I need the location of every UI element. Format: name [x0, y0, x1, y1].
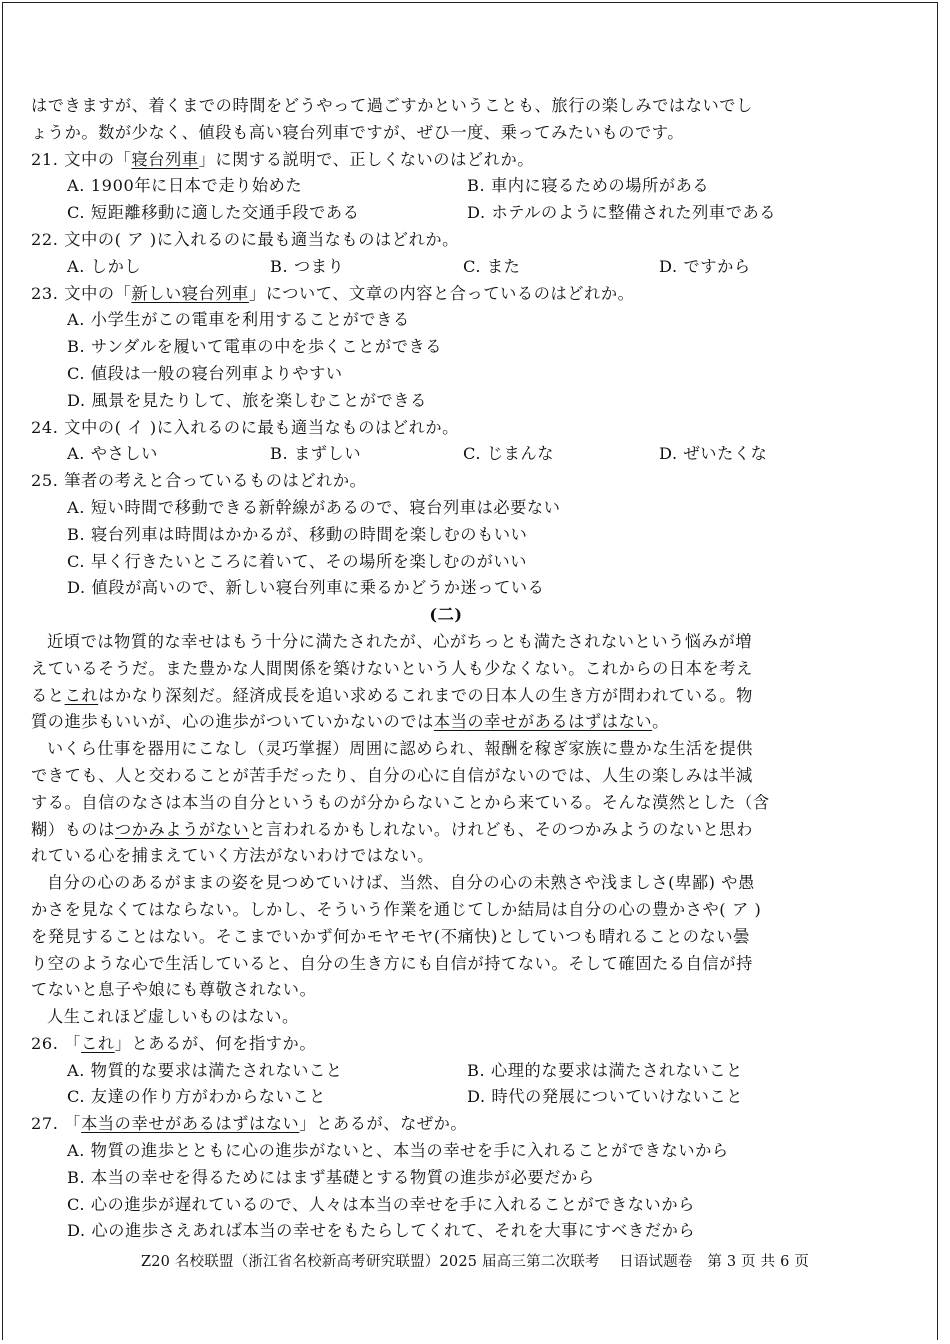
passage-line	[31, 683, 861, 710]
option-b: B. サンダルを履いて電車の中を歩くことができる	[67, 337, 443, 357]
option-b: B. まずしい	[270, 444, 362, 464]
passage-line: 近頃では物質的な幸せはもう十分に満たされたが、心がちっとも満たされないという悩みが増	[47, 631, 753, 651]
option-d: D. 風景を見たりして、旅を楽しむことができる	[67, 390, 427, 410]
intro-line-2: ょうか。数が少なく、値段も高い寝台列車ですが、ぜひ一度、乗ってみたいものです。	[31, 122, 685, 142]
question-text: 文中の「	[64, 283, 132, 303]
intro-line-1: はできますが、着くまでの時間をどうやって過ごすかということも、旅行の楽しみではないでし	[31, 96, 753, 115]
question-number: 27.	[31, 1114, 59, 1134]
underlined-term: 寝台列車	[131, 149, 199, 169]
passage-text: ると	[31, 685, 65, 705]
section-title: (二)	[429, 605, 463, 625]
underlined-term: これ	[64, 685, 99, 705]
option-c: C. また	[463, 256, 521, 276]
option-d: D. 値段が高いので、新しい寝台列車に乗るかどうか迷っている	[67, 578, 545, 598]
option-d: D. ですから	[659, 256, 751, 276]
question-text: 「	[64, 1033, 82, 1053]
option-a: A. 物質的な要求は満たされないこと	[67, 1060, 343, 1080]
option-c: C. 早く行きたいところに着いて、その場所を楽しむのがいい	[67, 551, 528, 571]
question-24: 24. 文中の( イ )に入れるのに最も適当なものはどれか。	[31, 417, 459, 437]
page-footer: Z20 名校联盟（浙江省名校新高考研究联盟）2025 届高三第二次联考 日语试题卷 第 3 页 共 6 页	[140, 1254, 810, 1270]
option-b: B. つまり	[270, 256, 345, 276]
question-text: 」とあるが、何を指すか。	[114, 1033, 317, 1053]
question-23	[31, 281, 861, 308]
passage-line: いくら仕事を器用にこなし（灵巧掌握）周囲に認められ、報酬を稼ぎ家族に豊かな生活を提供	[47, 739, 754, 759]
question-number: 23.	[31, 283, 59, 303]
option-a: A. 物質の進歩とともに心の進歩がないと、本当の幸せを手に入れることができないから	[67, 1141, 729, 1161]
option-a: A. 1900年に日本で走り始めた	[67, 176, 303, 196]
option-d: D. 時代の発展についていけないこと	[467, 1087, 743, 1107]
option-b: B. 心理的な要求は満たされないこと	[467, 1060, 743, 1080]
exam-content	[31, 93, 861, 1245]
option-d: D. ぜいたくな	[659, 444, 768, 464]
passage-line: てないと息子や娘にも尊敬されない。	[31, 980, 317, 1000]
option-c: C. 値段は一般の寝台列車よりやすい	[67, 363, 343, 383]
underlined-term: 新しい寝台列車	[131, 283, 249, 303]
q21-options	[31, 173, 861, 227]
underlined-term: つかみようがない	[114, 819, 250, 839]
option-b: B. 寝台列車は時間はかかるが、移動の時間を楽しむのもいい	[67, 524, 528, 544]
passage-text: 糊）ものは	[31, 819, 115, 839]
underlined-term: 本当の幸せがあるはずはない	[81, 1114, 300, 1134]
question-text: 」に関する説明で、正しくないのはどれか。	[198, 149, 535, 169]
passage-text: と言われるかもしれない。けれども、そのつかみようのないと思わ	[249, 819, 753, 839]
passage-line: れている心を捕まえていく方法がないわけではない。	[31, 846, 434, 866]
passage-line: を発見することはない。そこまでいかず何かモヤモヤ(不痛快)としていつも晴れることのない曇	[31, 926, 750, 946]
question-22: 22. 文中の( ア )に入れるのに最も適当なものはどれか。	[31, 229, 459, 249]
option-a: A. 短い時間で移動できる新幹線があるので、寝台列車は必要ない	[67, 497, 561, 517]
option-c: C. 短距離移動に適した交通手段である	[67, 203, 360, 223]
underlined-term: 本当の幸せがあるはずはない	[433, 712, 653, 732]
option-a: A. しかし	[67, 256, 142, 276]
option-a: A. 小学生がこの電車を利用することができる	[67, 310, 410, 330]
underlined-term: これ	[81, 1033, 115, 1053]
passage-line: 人生これほど虚しいものはない。	[47, 1007, 299, 1027]
option-b: B. 本当の幸せを得るためにはまず基礎とする物質の進歩が必要だから	[67, 1167, 595, 1187]
passage-line: り空のような心で生活していると、自分の生き方にも自信が持てない。そして確固たる自信が持	[31, 953, 753, 973]
passage-text: 質の進歩もいいが、心の進歩がついていかないのでは	[31, 712, 434, 732]
q24-options	[31, 441, 861, 468]
question-26	[31, 1031, 861, 1058]
passage-line	[31, 817, 861, 844]
passage-line: 自分の心のあるがままの姿を見つめていけば、当然、自分の心の未熟さや浅ましさ(卑鄙) や愚	[47, 873, 755, 893]
option-c: C. 友達の作り方がわからないこと	[67, 1087, 326, 1107]
passage-text: はかなり深刻だ。経済成長を追い求めるこれまでの日本人の生き方が問われている。物	[98, 685, 753, 705]
question-number: 21.	[31, 149, 59, 169]
passage-line: かさを見なくてはならない。しかし、そういう作業を通じてしか結局は自分の心の豊かさや( ア )	[31, 899, 762, 919]
option-c: C. 心の進歩が遅れているので、人々は本当の幸せを手に入れることができないから	[67, 1194, 695, 1214]
passage-text: 。	[652, 712, 669, 732]
question-25: 25. 筆者の考えと合っているものはどれか。	[31, 471, 367, 491]
question-text: 「	[64, 1114, 82, 1134]
passage-line: する。自信のなさは本当の自分というものが分からないことから来ている。そんな漠然とした（含	[31, 792, 770, 812]
question-number: 26.	[31, 1033, 59, 1053]
passage-line: えているそうだ。また豊かな人間関係を築けないという人も少なくない。これからの日本を考え	[31, 658, 753, 678]
passage-line	[31, 709, 861, 736]
option-b: B. 車内に寝るための場所がある	[467, 176, 710, 196]
option-c: C. じまんな	[463, 444, 555, 464]
question-text: 」とあるが、なぜか。	[299, 1114, 468, 1134]
question-21	[31, 147, 861, 174]
q22-options	[31, 254, 861, 281]
question-27	[31, 1111, 861, 1138]
option-d: D. ホテルのように整備された列車である	[467, 203, 777, 223]
q26-options	[31, 1058, 861, 1112]
question-text: 」について、文章の内容と合っているのはどれか。	[248, 283, 635, 303]
option-a: A. やさしい	[67, 444, 158, 464]
option-d: D. 心の進歩さえあれば本当の幸せをもたらしてくれて、それを大事にすべきだから	[67, 1221, 696, 1241]
question-text: 文中の「	[64, 149, 132, 169]
passage-line: できても、人と交わることが苦手だったり、自分の心に自信がないのでは、人生の楽しみは半減	[31, 765, 753, 785]
